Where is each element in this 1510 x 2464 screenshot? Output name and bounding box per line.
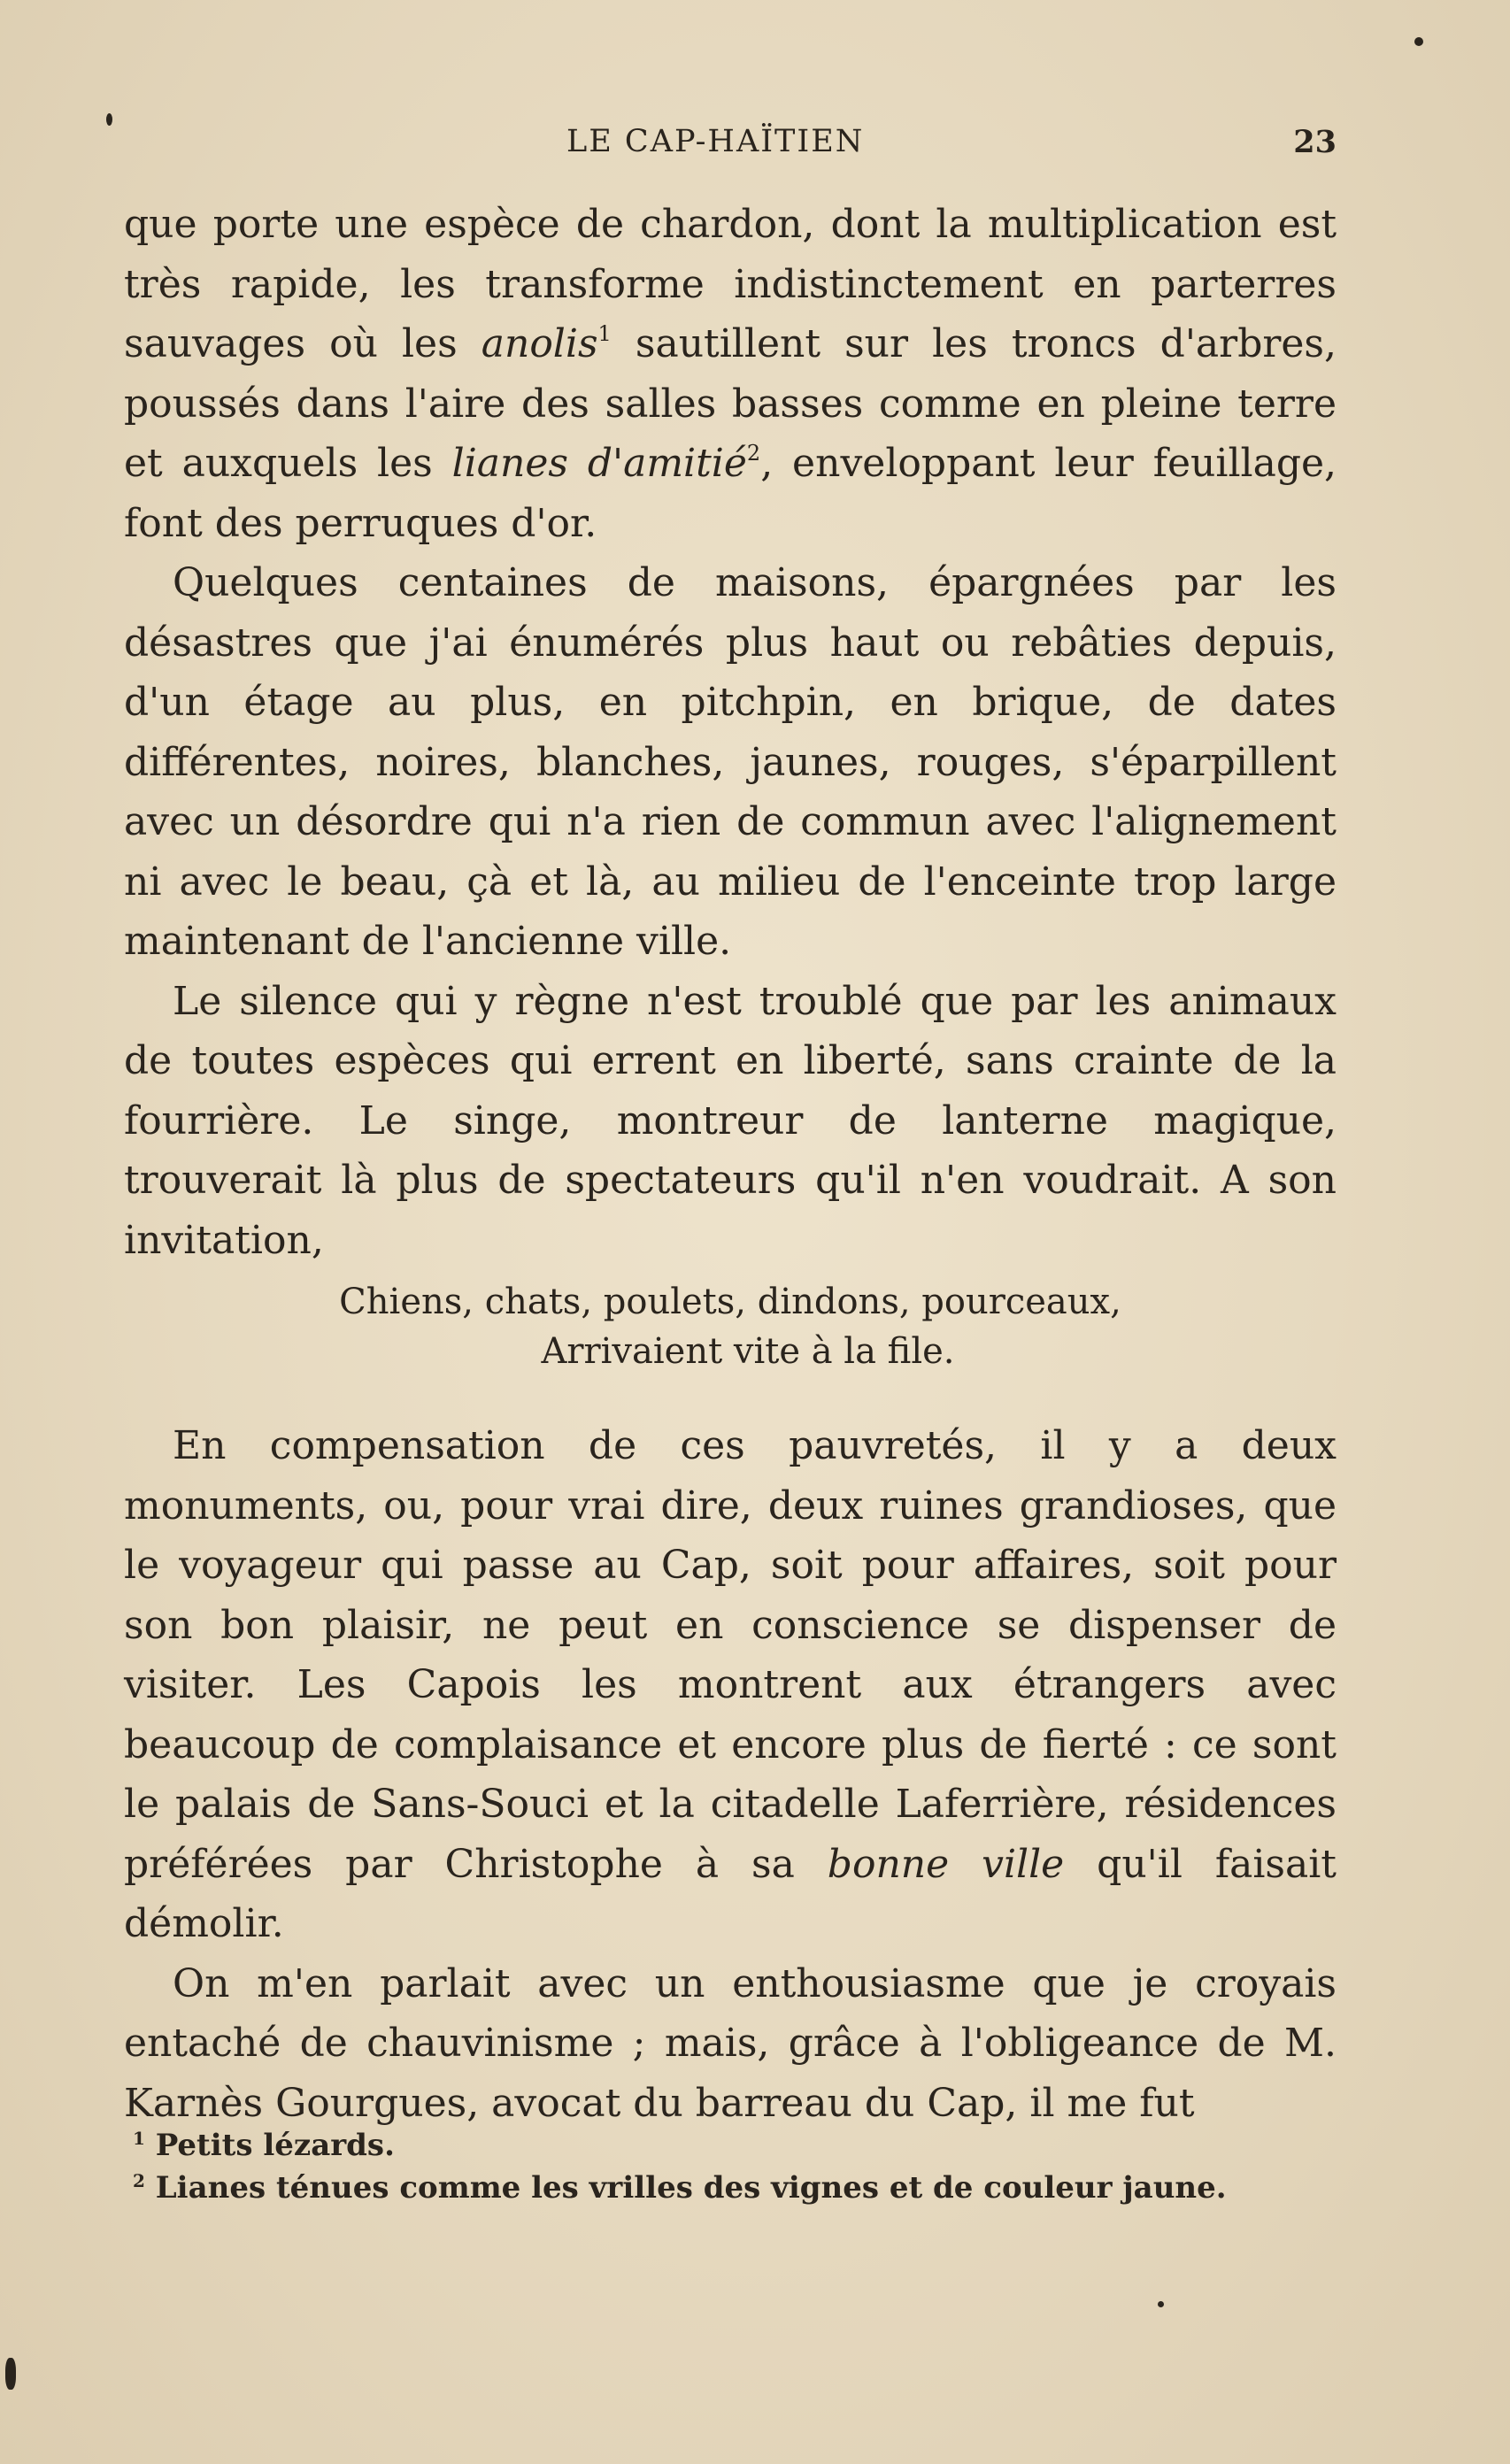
- ink-speck: [106, 113, 112, 126]
- paragraph-1: [124, 195, 1337, 553]
- page-body: [124, 195, 1337, 2133]
- paragraph-4: [124, 1416, 1337, 1954]
- paragraph-2: Quelques centaines de maisons, épargnées par les désastres que j'ai énumérés plus haut ou rebâties depuis, d'un étage au plus, en pitchpin, en brique, de dates différentes, noires, blanches, jaunes, rouges, s'éparpillent avec un désordre qui n'a rien de commun avec l'alignement ni avec le beau, çà et là, au milieu de l'enceinte trop large maintenant de l'ancienne ville.: [124, 560, 1337, 964]
- p1-text-a: que porte une espèce de chardon, dont la multiplication est très rapide, les transforme indistinctement en parterres sauvages où les: [124, 202, 1337, 366]
- p4-text-a: En compensation de ces pauvretés, il y a deux monuments, ou, pour vrai dire, deux ruines grandioses, que le voyageur qui passe au Cap, soit pour affaires, soit pour son bon plaisir, ne peut en conscience se dispenser de visiter. Les Capois les montrent aux étrangers avec beaucoup de complaisance et encore plus de fierté : ce sont le palais de Sans-Souci et la citadelle Laferrière, résidences préférées par Christophe à sa: [124, 1423, 1337, 1887]
- p4-italic-bonne-ville: bonne ville: [827, 1841, 1065, 1887]
- paragraph-5: On m'en parlait avec un enthousiasme que je croyais entaché de chauvinisme ; mais, grâce à l'obligeance de M. Karnès Gourgues, avocat du barreau du Cap, il me fut: [124, 1960, 1337, 2126]
- ink-speck: [1158, 2301, 1164, 2307]
- running-title: LE CAP-HAÏTIEN: [566, 124, 865, 159]
- p1-text-d: sautillent sur les troncs d'arbres, poussés dans l'aire des salles basses comme en pleine terre et auxquels les: [124, 321, 1337, 486]
- ink-speck: [1414, 37, 1423, 46]
- paragraph-3: Le silence qui y règne n'est troublé que par les animaux de toutes espèces qui errent en liberté, sans crainte de la fourrière. Le singe, montreur de lanterne magique, trouverait là plus de spectateurs qu'il n'en voudrait. A son invitation,: [124, 978, 1337, 1263]
- footnote-mark-2: 2: [133, 2170, 145, 2191]
- p4-text-c: qu'il faisait démolir.: [124, 1841, 1337, 1946]
- page-number: 23: [1293, 124, 1337, 160]
- footnote-ref-1: 1: [597, 321, 612, 346]
- verse-line-2: Arrivaient vite à la file.: [541, 1331, 955, 1372]
- p1-italic-anolis: anolis: [481, 321, 598, 366]
- footnote-text-1: Petits lézards.: [155, 2128, 395, 2163]
- footnote-text-2: Lianes ténues comme les vrilles des vignes et de couleur jaune.: [155, 2170, 1227, 2206]
- footnote-ref-2: 2: [746, 441, 761, 466]
- page-header: [124, 124, 1337, 168]
- footnote-1: [133, 2124, 1337, 2167]
- footnotes: [133, 2124, 1337, 2209]
- footnote-mark-1: 1: [133, 2128, 145, 2149]
- ink-speck: [5, 2358, 16, 2390]
- verse-quote: [124, 1277, 1337, 1376]
- p1-text-g: , enveloppant leur feuillage, font des perruques d'or.: [124, 441, 1337, 546]
- footnote-2: [133, 2167, 1337, 2209]
- verse-line-1: Chiens, chats, poulets, dindons, pourceaux,: [339, 1282, 1121, 1322]
- p1-italic-lianes: lianes d'amitié: [451, 441, 747, 486]
